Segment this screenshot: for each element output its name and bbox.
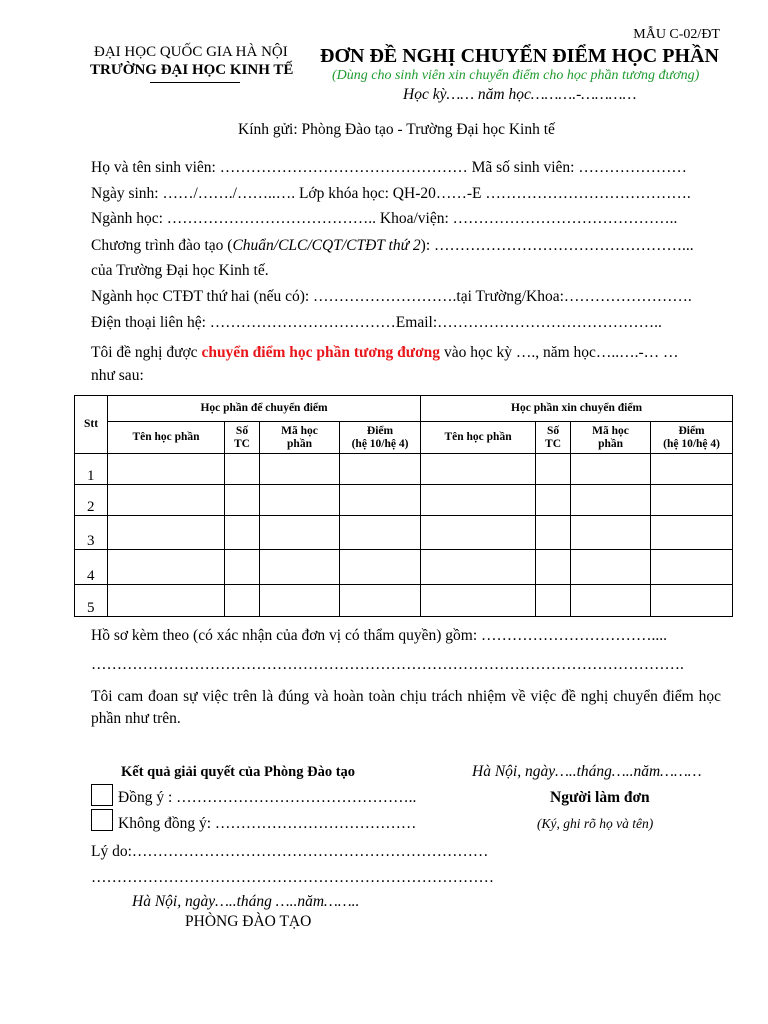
request-tail: vào học kỳ …., năm học…..….-… … xyxy=(440,344,679,361)
field-program-options: Chuẩn/CLC/CQT/CTĐT thứ 2 xyxy=(232,237,421,254)
attachments-line: Hồ sơ kèm theo (có xác nhận của đơn vị có thẩm quyền) gồm: …………………………….... xyxy=(91,627,668,644)
attachments-dots: ……………………………………………………………………………………………………. xyxy=(91,656,684,673)
request-text: Tôi đề nghị được xyxy=(91,344,202,361)
page-subtitle: (Dùng cho sinh viên xin chuyển điểm cho học phần tương đương) xyxy=(332,68,700,83)
form-code: MẪU C-02/ĐT xyxy=(633,27,720,42)
field-program xyxy=(91,237,694,255)
field-dob-class: Ngày sinh: ……/……./……..…. Lớp khóa học: QH-20……-E …………………………………. xyxy=(91,185,691,202)
request-continued: như sau: xyxy=(91,367,144,384)
school-underline xyxy=(150,82,240,83)
reason-line: Lý do:…………………………………………………………… xyxy=(91,843,489,860)
field-phone-email: Điện thoại liên hệ: ………………………………Email:…………………………………….. xyxy=(91,314,662,331)
request-highlight: chuyển điểm học phần tương đương xyxy=(201,344,441,361)
university-name: ĐẠI HỌC QUỐC GIA HÀ NỘI xyxy=(94,44,288,60)
table-row: 2 xyxy=(75,485,733,516)
office-signature: PHÒNG ĐÀO TẠO xyxy=(185,913,312,930)
table-row: 1 xyxy=(75,454,733,485)
course-table xyxy=(74,395,733,617)
table-row: 4 xyxy=(75,550,733,585)
col-score: Điểm (hệ 10/hệ 4) xyxy=(651,422,733,454)
disagree-checkbox[interactable] xyxy=(91,809,113,831)
field-major-faculty: Ngành học: ………………………………….. Khoa/viện: …………………………………….. xyxy=(91,210,678,227)
commitment-text: Tôi cam đoan sự việc trên là đúng và hoàn toàn chịu trách nhiệm về việc đề nghị chuyển điểm học phần như trên. xyxy=(91,688,721,727)
col-credits: Số TC xyxy=(536,422,571,454)
col-course-code: Mã học phần xyxy=(571,422,651,454)
col-course-name: Tên học phần xyxy=(421,422,536,454)
field-program-dots: ): …………………………………………... xyxy=(420,237,694,254)
col-course-code: Mã học phần xyxy=(260,422,340,454)
page-title: ĐƠN ĐỀ NGHỊ CHUYỂN ĐIỂM HỌC PHẦN xyxy=(320,45,719,67)
field-name-student-id: Họ và tên sinh viên: ………………………………………… Mã số sinh viên: ………………… xyxy=(91,159,687,176)
addressee: Kính gửi: Phòng Đào tạo - Trường Đại học Kinh tế xyxy=(238,121,555,138)
table-row: 3 xyxy=(75,516,733,550)
group-header-source: Học phần để chuyển điểm xyxy=(108,396,421,422)
field-second-major: Ngành học CTĐT thứ hai (nếu có): ……………………….tại Trường/Khoa:……………………. xyxy=(91,288,692,305)
agree-line: Đồng ý : ……………………………………….. xyxy=(118,789,417,806)
office-date: Hà Nội, ngày…..tháng …..năm…….. xyxy=(132,893,360,910)
request-line xyxy=(91,344,679,362)
applicant-date: Hà Nội, ngày…..tháng…..năm……… xyxy=(472,763,702,780)
table-row: 5 xyxy=(75,585,733,617)
field-university: của Trường Đại học Kinh tế. xyxy=(91,262,269,279)
group-header-target: Học phần xin chuyển điểm xyxy=(421,396,733,422)
applicant-note: (Ký, ghi rõ họ và tên) xyxy=(537,816,654,831)
stt-header: Stt xyxy=(75,396,108,454)
applicant-title: Người làm đơn xyxy=(550,789,650,806)
semester-line: Học kỳ…… năm học……….-………… xyxy=(403,86,637,103)
school-name: TRƯỜNG ĐẠI HỌC KINH TẾ xyxy=(90,62,294,78)
col-credits: Số TC xyxy=(225,422,260,454)
disagree-line: Không đồng ý: ………………………………… xyxy=(118,815,417,832)
col-score: Điểm (hệ 10/hệ 4) xyxy=(340,422,421,454)
result-title: Kết quả giải quyết của Phòng Đào tạo xyxy=(121,764,356,780)
field-program-label: Chương trình đào tạo ( xyxy=(91,237,233,254)
reason-dots: …………………………………………………………………… xyxy=(91,869,494,886)
col-course-name: Tên học phần xyxy=(108,422,225,454)
agree-checkbox[interactable] xyxy=(91,784,113,806)
